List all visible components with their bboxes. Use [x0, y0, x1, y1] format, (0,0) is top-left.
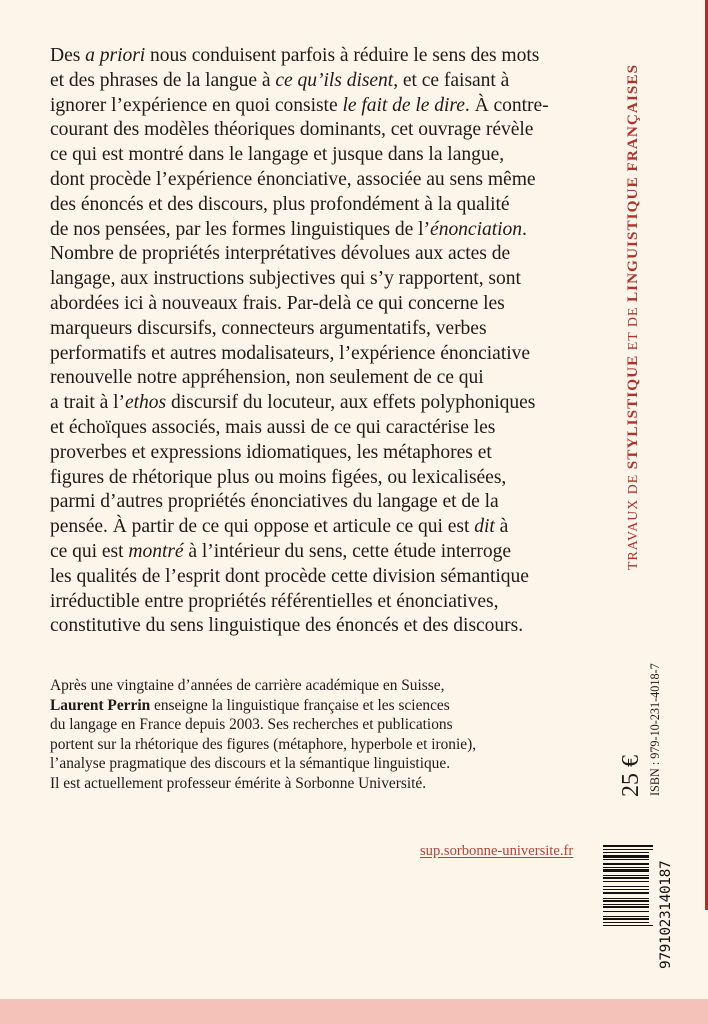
text-run: Nombre de propriétés interprétatives dévolues aux actes de [50, 243, 511, 265]
barcode-bar [603, 845, 653, 847]
series-title-part: LINGUISTIQUE FRANÇAISES [624, 63, 641, 303]
text-run: performatifs et autres modalisateurs, l’expérience énonciative [50, 342, 530, 364]
italic-run: le fait de le dire [342, 94, 465, 116]
text-line [50, 441, 610, 466]
text-run: ce qui est [50, 540, 129, 562]
text-run: . À contre- [464, 94, 549, 116]
text-line [50, 44, 610, 69]
text-line [50, 292, 610, 317]
barcode-bar [603, 922, 649, 923]
text-run: et échoïques associés, mais aussi de ce qui caractérise les [50, 416, 496, 438]
text-line [50, 118, 610, 143]
series-title [624, 64, 642, 570]
text-run: renouvelle notre appréhension, non seulement de ce qui [50, 367, 484, 389]
barcode-bar [603, 916, 649, 917]
barcode-bar [603, 855, 649, 858]
text-run: à [494, 516, 509, 538]
price: 25 € [618, 755, 644, 797]
text-run: enseigne la linguistique française et les sciences [150, 696, 450, 714]
text-line [50, 466, 610, 491]
italic-run: dit [474, 516, 495, 538]
series-title-part: ET DE [625, 302, 640, 355]
text-line [50, 540, 610, 565]
book-summary [50, 44, 610, 639]
text-line [50, 590, 610, 615]
text-line [50, 342, 610, 367]
barcode-bar [603, 911, 649, 912]
text-line [50, 317, 610, 342]
italic-run: ethos [125, 392, 167, 414]
text-run: Après une vingtaine d’années de carrière académique en Suisse, [50, 677, 445, 694]
text-line [50, 94, 610, 119]
text-line [50, 515, 610, 540]
text-run: du langage en France depuis 2003. Ses recherches et publications [50, 716, 453, 734]
text-run: . [522, 218, 527, 240]
text-line [50, 218, 610, 243]
text-line [50, 267, 610, 292]
text-run: a trait à l’ [50, 392, 126, 414]
text-line [50, 754, 590, 774]
text-run: courant des modèles théoriques dominants, cet ouvrage révèle [50, 119, 534, 141]
series-title-part: STYLISTIQUE [624, 354, 641, 470]
italic-run: ce qu’ils disent [275, 69, 394, 91]
barcode-icon [597, 845, 655, 965]
text-run: irréductible entre propriétés référentielles et énonciatives, [50, 590, 499, 612]
barcode-bar [603, 852, 649, 853]
barcode-bar [603, 849, 653, 850]
barcode-bar [603, 892, 649, 894]
text-run: et des phrases de la langue à [50, 69, 276, 91]
text-run: les qualités de l’esprit dont procède cette division sémantique [50, 565, 529, 587]
text-run: marqueurs discursifs, connecteurs argumentatifs, verbes [50, 317, 487, 339]
publisher-link[interactable]: sup.sorbonne-universite.fr [420, 843, 574, 859]
barcode-bars [603, 845, 653, 965]
barcode-bar [603, 925, 653, 926]
text-run: parmi d’autres propriétés énonciatives du langage et de la [50, 491, 499, 513]
text-line [50, 774, 590, 794]
text-line [50, 242, 610, 267]
text-line [50, 143, 610, 168]
text-run: abordées ici à nouveaux frais. Par-delà ce qui concerne les [50, 292, 505, 314]
text-line [50, 366, 610, 391]
isbn: ISBN : 979-10-231-4018-7 [648, 663, 662, 796]
barcode-bar [603, 863, 649, 865]
text-line [50, 715, 590, 735]
text-run: langage, aux instructions subjectives qui s’y rapportent, sont [50, 268, 521, 290]
text-run: à l’intérieur du sens, cette étude interroge [183, 540, 512, 562]
text-run: de nos pensées, par les formes linguistiques de l’ [50, 218, 431, 240]
text-line [50, 416, 610, 441]
barcode-bar [603, 869, 649, 872]
text-run: ignorer l’expérience en quoi consiste [50, 94, 343, 116]
text-run: constitutive du sens linguistique des énoncés et des discours. [50, 615, 524, 637]
bottom-band [0, 999, 708, 1024]
text-run: pensée. À partir de ce qui oppose et articule ce qui est [50, 516, 475, 538]
text-run: Des [50, 45, 86, 66]
barcode-bar [603, 875, 649, 876]
author-bio [50, 676, 590, 794]
barcode-bar [603, 877, 649, 879]
text-line [50, 565, 610, 590]
text-run: des énoncés et des discours, plus profondément à la qualité [50, 193, 510, 215]
text-run: figures de rhétorique plus ou moins figées, ou lexicalisées, [50, 466, 507, 488]
text-run: dont procède l’expérience énonciative, associée au sens même [50, 168, 536, 190]
text-line [50, 676, 590, 696]
text-line [50, 614, 610, 639]
barcode-bar [603, 881, 649, 882]
barcode-digits: 9791023140187 [658, 860, 674, 969]
bold-run: Laurent Perrin [50, 696, 151, 714]
text-line [50, 168, 610, 193]
barcode-bar [603, 918, 649, 920]
text-run: , et ce faisant à [393, 69, 510, 91]
text-line [50, 69, 610, 94]
series-title-part: TRAVAUX DE [625, 469, 640, 570]
text-run: Il est actuellement professeur émérite à Sorbonne Université. [50, 774, 427, 792]
text-line [50, 193, 610, 218]
italic-run: énonciation [430, 218, 523, 240]
barcode-bar [603, 889, 649, 890]
text-run: proverbes et expressions idiomatiques, les métaphores et [50, 441, 492, 463]
italic-run: a priori [85, 45, 146, 66]
barcode-bar [603, 859, 649, 860]
text-run: nous conduisent parfois à réduire le sens des mots [145, 45, 540, 66]
text-line [50, 490, 610, 515]
text-run: portent sur la rhétorique des figures (métaphore, hyperbole et ironie), [50, 735, 477, 753]
text-run: ce qui est montré dans le langage et jusque dans la langue, [50, 144, 505, 166]
text-line [50, 735, 590, 755]
text-line [50, 696, 590, 716]
barcode-bar [603, 904, 649, 905]
text-run: discursif du locuteur, aux effets polyphoniques [166, 392, 536, 414]
barcode-bar [603, 906, 649, 908]
barcode-bar [603, 886, 649, 887]
italic-run: montré [128, 540, 184, 562]
barcode-bar [603, 898, 649, 899]
barcode-bar [603, 867, 649, 868]
text-line [50, 391, 610, 416]
barcode-bar [603, 900, 649, 902]
text-run: l’analyse pragmatique des discours et la sémantique linguistique. [50, 755, 451, 773]
